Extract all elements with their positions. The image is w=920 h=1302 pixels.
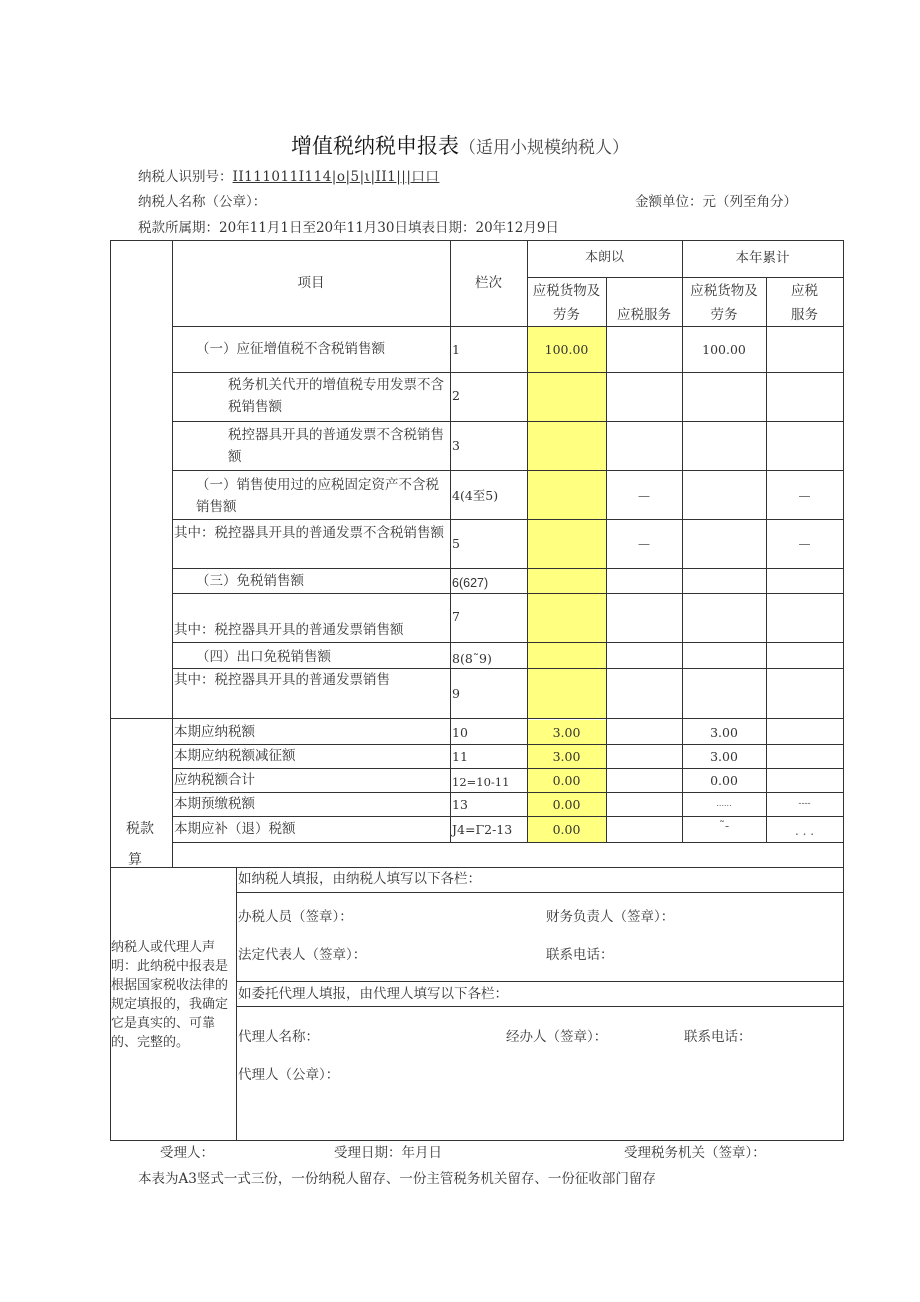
side-label-b: 算 [128, 852, 142, 868]
row13-label: 本期预缴税额 [174, 796, 255, 812]
row11-label: 本期应纳税额减征额 [174, 748, 296, 764]
header-service-ytd-b: 服务 [791, 307, 818, 323]
header-item: 项目 [297, 275, 325, 291]
row10-ytd-goods[interactable]: 3.00 [710, 725, 738, 740]
legal-rep-signature: 法定代表人（签章）： [238, 947, 367, 963]
decl-line [237, 1006, 844, 1007]
finance-head-signature: 财务负责人（签章）： [546, 909, 675, 925]
row-line [172, 421, 844, 422]
row13-cur-goods[interactable]: 0.00 [552, 797, 581, 812]
header-service: 应税服务 [617, 307, 671, 323]
title-sub: （适用小规模纳税人） [459, 138, 629, 158]
row2-label: 税务机关代开的增值税专用发票不含税销售额 [228, 377, 444, 415]
row11-cur-goods[interactable]: 3.00 [552, 749, 581, 764]
row14-label: 本期应补（退）税额 [174, 821, 296, 837]
taxpayer-id-value: II111011I114|o|5|ι|II1|||口口 [232, 169, 440, 185]
row-line [172, 470, 844, 471]
row1-label: （一）应征增值税不含税销售额 [196, 341, 385, 357]
row5-ytd-service: — [798, 537, 811, 551]
row6-num: 6(627) [452, 576, 489, 590]
decl-line [237, 981, 844, 982]
header-bottom-line [172, 326, 844, 327]
row12-label: 应纳税额合计 [174, 772, 255, 788]
table-border-top [110, 240, 844, 241]
row-line [172, 768, 844, 769]
title-main: 增值税纳税申报表 [291, 134, 459, 158]
row8-num: 8(8˜9) [452, 651, 492, 666]
row4-num: 4(4至5) [452, 488, 499, 503]
table-border-right [843, 240, 844, 1141]
agent-seal-label: 代理人（公章）： [238, 1067, 340, 1083]
header-goods-b: 劳务 [553, 307, 580, 323]
declaration-statement: 纳税人或代理人声明：此纳税中报表是根据国家税收法律的规定填报的，我确定它是真实的、可靠的、完整的。 [111, 940, 229, 1050]
row13-ytd-service: ---- [798, 799, 811, 809]
row-line [172, 842, 844, 843]
row-line [172, 568, 844, 569]
row13-num: 13 [452, 797, 468, 812]
row1-num: 1 [452, 342, 460, 357]
row5-label: 其中：税控器具开具的普通发票不含税销售额 [174, 525, 444, 541]
page-title [0, 130, 920, 160]
header-service-ytd-a: 应税 [791, 283, 818, 299]
taxpayer-id-label: 纳税人识别号： [138, 169, 233, 185]
row8-label: （四）出口免税销售额 [196, 649, 331, 665]
amount-unit-label: 金额单位：元（列至角分） [635, 194, 797, 210]
row14-ytd-goods: ˜- [718, 819, 730, 833]
agent-phone-label: 联系电话： [684, 1029, 752, 1045]
row1-ytd-goods[interactable]: 100.00 [702, 342, 746, 357]
row-line [172, 519, 844, 520]
row14-cur-goods[interactable]: 0.00 [552, 822, 581, 837]
row1-cur-goods[interactable]: 100.00 [544, 342, 589, 357]
col-line-cur-goods [606, 277, 607, 842]
taxpayer-name-label: 纳税人名称（公章）： [138, 194, 267, 210]
receiver-label: 受理人： [160, 1145, 214, 1161]
row-line [172, 642, 844, 643]
header-col-num: 栏次 [475, 275, 502, 291]
row11-num: 11 [452, 749, 468, 764]
row10-label: 本期应纳税额 [174, 724, 255, 740]
contact-phone-label: 联系电话： [546, 947, 614, 963]
row6-label: （三）免税销售额 [196, 573, 304, 589]
row4-ytd-service: — [798, 489, 811, 503]
highlight-column-upper [527, 327, 606, 719]
header-goods-ytd-b: 劳务 [710, 307, 738, 323]
row11-ytd-goods[interactable]: 3.00 [710, 749, 738, 764]
row10-num: 10 [452, 725, 468, 740]
tax-period-line: 税款所属期：20年11月1日至20年11月30日填表日期：20年12月9日 [138, 220, 559, 236]
row9-label: 其中：税控器具开具的普通发票销售 [174, 672, 390, 688]
header-goods-a: 应税货物及 [532, 283, 601, 299]
handler-signature: 经办人（签章）： [506, 1029, 608, 1045]
receive-date-label: 受理日期：年月日 [334, 1145, 442, 1161]
col-line-side [172, 240, 173, 868]
row10-cur-goods[interactable]: 3.00 [552, 725, 581, 740]
header-ytd: 本年累计 [735, 250, 790, 266]
row9-num: 9 [452, 686, 460, 701]
row14-num: J4=Γ2-13 [452, 822, 513, 837]
row12-ytd-goods[interactable]: 0.00 [710, 773, 738, 788]
decl-agent-note: 如委托代理人填报，由代理人填写以下各栏： [238, 986, 508, 1002]
row5-num: 5 [452, 536, 460, 551]
col-line-item [450, 240, 451, 842]
row12-cur-goods[interactable]: 0.00 [552, 773, 581, 788]
row4-label: （一）销售使用过的应税固定资产不含税销售额 [196, 477, 439, 515]
side-label-a: 税款 [126, 821, 154, 837]
receiving-office-label: 受理税务机关（签章）： [624, 1145, 766, 1161]
row4-cur-service: — [638, 489, 650, 503]
header-current-period: 本朗以 [584, 250, 624, 265]
row2-num: 2 [452, 388, 460, 403]
taxpayer-id-line [138, 165, 439, 185]
row-line [172, 593, 844, 594]
header-split-line [527, 277, 844, 278]
row7-label: 其中：税控器具开具的普通发票销售额 [174, 622, 404, 638]
decl-line [237, 892, 844, 893]
row14-ytd-service: . . . [794, 824, 815, 838]
row12-num: 12=10-11 [452, 775, 510, 789]
decl-taxpayer-note: 如纳税人填报，由纳税人填写以下各栏： [238, 871, 481, 887]
col-line-decl [236, 867, 237, 1141]
tax-clerk-signature: 办税人员（签章）： [238, 909, 353, 925]
row-line [172, 372, 844, 373]
header-goods-ytd-a: 应税货物及 [690, 283, 758, 299]
row5-cur-service: — [638, 537, 650, 551]
row3-num: 3 [452, 438, 460, 453]
col-line-ytd-goods [766, 277, 767, 842]
row13-ytd-goods: ...... [716, 799, 732, 808]
agent-name-label: 代理人名称： [238, 1029, 319, 1045]
row3-label: 税控器具开具的普通发票不含税销售额 [228, 427, 444, 465]
row7-num: 7 [452, 609, 460, 624]
form-note: 本表为A3竖式一式三份，一份纳税人留存、一份主管税务机关留存、一份征收部门留存 [138, 1171, 656, 1187]
section-line [110, 718, 844, 719]
